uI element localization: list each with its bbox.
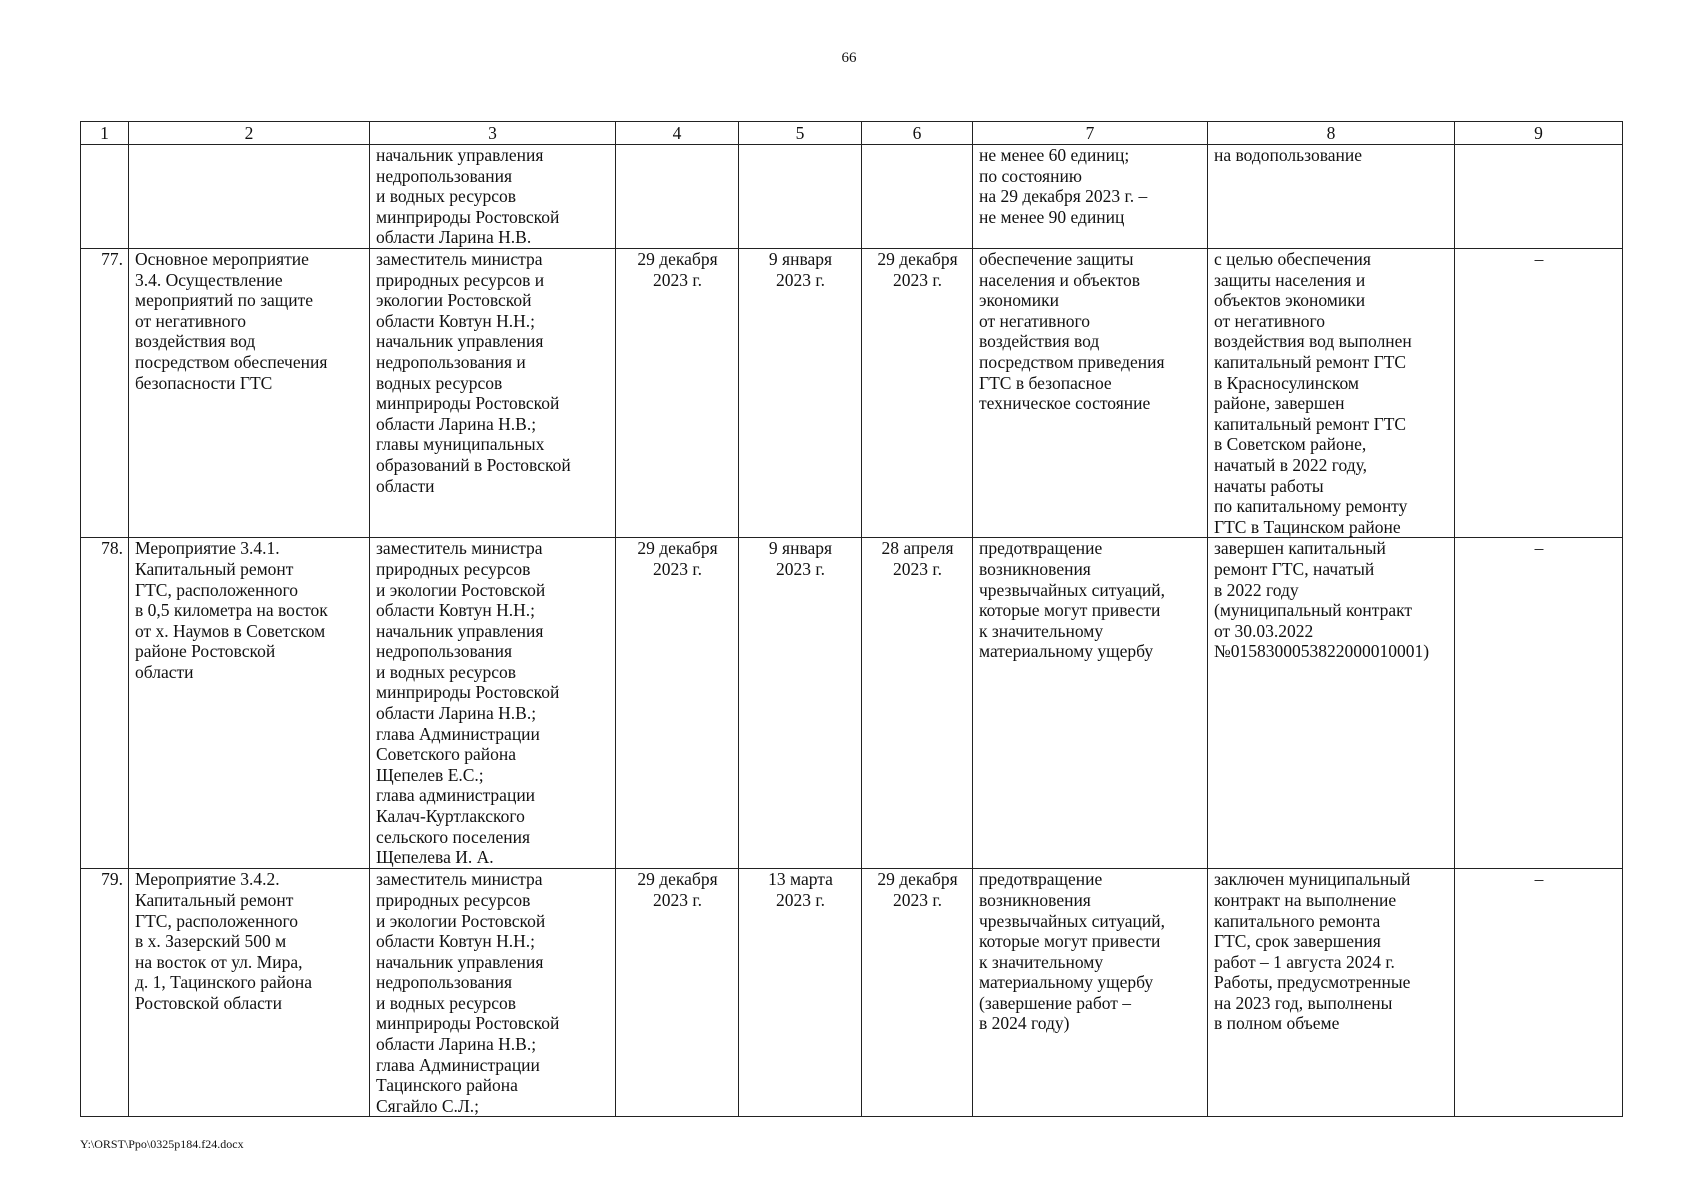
actual-end-date: 28 апреля 2023 г. [862,538,973,869]
column-header-4: 4 [616,122,739,145]
expected-result: предотвращение возникновения чрезвычайных ситуаций, которые могут привести к значительному материальному ущербу (завершение работ – в 2024 году) [973,869,1208,1117]
actual-result: на водопользование [1208,145,1455,249]
responsible-person: заместитель министра природных ресурсов и экологии Ростовской области Ковтун Н.Н.; начальник управления недропользования и водных ресурсов минприроды Ростовской области Ларина Н.В.; глава Администрации Советского района Щепелев Е.С.; глава администрации Калач-Куртлакского сельского поселения Щепелева И. А. [370,538,616,869]
responsible-person: заместитель министра природных ресурсов и экологии Ростовской области Ковтун Н.Н.; начальник управления недропользования и водных ресурсов минприроды Ростовской области Ларина Н.В.; главы муниципальных образований в Ростовской области [370,249,616,538]
row-number: 79. [81,869,129,1117]
actual-end-date [862,145,973,249]
table-row-78 [81,538,1623,869]
column-header-9: 9 [1455,122,1623,145]
actual-end-date: 29 декабря 2023 г. [862,249,973,538]
column-header-7: 7 [973,122,1208,145]
actual-start-date: 9 января 2023 г. [739,249,862,538]
actual-result: завершен капитальный ремонт ГТС, начатый в 2022 году (муниципальный контракт от 30.03.2022 №0158300053822000010001) [1208,538,1455,869]
actual-start-date: 13 марта 2023 г. [739,869,862,1117]
row-number: 78. [81,538,129,869]
table-row-77 [81,249,1623,538]
activity-name: Основное мероприятие 3.4. Осуществление мероприятий по защите от негативного воздействия вод посредством обеспечения безопасности ГТС [129,249,370,538]
row-number [81,145,129,249]
expected-result: обеспечение защиты населения и объектов экономики от негативного воздействия вод посредством приведения ГТС в безопасное техническое состояние [973,249,1208,538]
column-header-3: 3 [370,122,616,145]
note: – [1455,538,1623,869]
column-header-2: 2 [129,122,370,145]
actual-start-date: 9 января 2023 г. [739,538,862,869]
activity-name: Мероприятие 3.4.2. Капитальный ремонт ГТС, расположенного в х. Зазерский 500 м на восток от ул. Мира, д. 1, Тацинского района Ростовской области [129,869,370,1117]
responsible-person: начальник управления недропользования и водных ресурсов минприроды Ростовской области Ларина Н.В. [370,145,616,249]
planned-date: 29 декабря 2023 г. [616,538,739,869]
page-number: 66 [841,50,857,66]
header-row [81,122,1623,145]
actual-start-date [739,145,862,249]
planned-date [616,145,739,249]
actual-end-date: 29 декабря 2023 г. [862,869,973,1117]
actual-result: заключен муниципальный контракт на выполнение капитального ремонта ГТС, срок завершения работ – 1 августа 2024 г. Работы, предусмотренные на 2023 год, выполнены в полном объеме [1208,869,1455,1117]
footer-file-path: Y:\ORST\Ppo\0325p184.f24.docx [80,1137,244,1151]
expected-result: предотвращение возникновения чрезвычайных ситуаций, которые могут привести к значительному материальному ущербу [973,538,1208,869]
planned-date: 29 декабря 2023 г. [616,869,739,1117]
responsible-person: заместитель министра природных ресурсов и экологии Ростовской области Ковтун Н.Н.; начальник управления недропользования и водных ресурсов минприроды Ростовской области Ларина Н.В.; глава Администрации Тацинского района Сягайло С.Л.; [370,869,616,1117]
column-header-1: 1 [81,122,129,145]
planned-date: 29 декабря 2023 г. [616,249,739,538]
row-number: 77. [81,249,129,538]
expected-result: не менее 60 единиц; по состоянию на 29 декабря 2023 г. – не менее 90 единиц [973,145,1208,249]
activity-name: Мероприятие 3.4.1. Капитальный ремонт ГТС, расположенного в 0,5 километра на восток от х. Наумов в Советском районе Ростовской области [129,538,370,869]
table-row-79 [81,869,1623,1117]
actual-result: с целью обеспечения защиты населения и объектов экономики от негативного воздействия вод выполнен капитальный ремонт ГТС в Красносулинском районе, завершен капитальный ремонт ГТС в Советском районе, начатый в 2022 году, начаты работы по капитальному ремонту ГТС в Тацинском районе [1208,249,1455,538]
note: – [1455,249,1623,538]
table-row-continuation [81,145,1623,249]
column-header-6: 6 [862,122,973,145]
column-header-5: 5 [739,122,862,145]
note: – [1455,869,1623,1117]
activity-name [129,145,370,249]
column-header-8: 8 [1208,122,1455,145]
note [1455,145,1623,249]
report-table [80,121,1623,1117]
